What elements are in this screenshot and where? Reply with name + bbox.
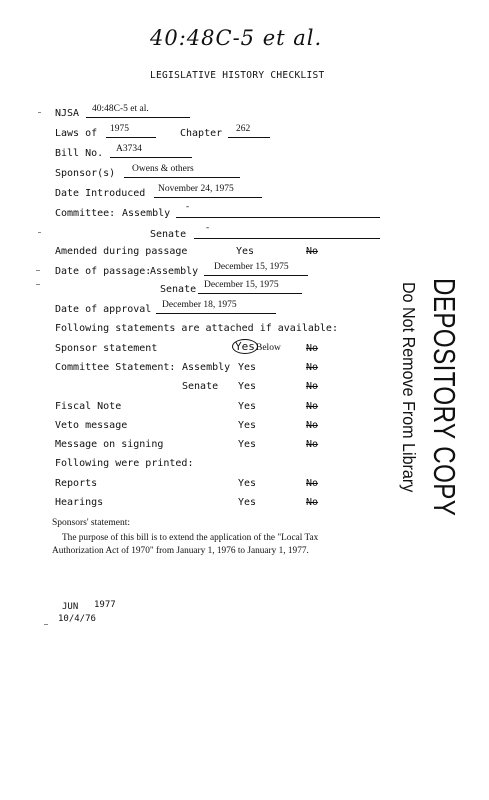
fiscal-note-yes: Yes	[238, 401, 257, 412]
date-of-passage-label: Date of passage:	[55, 266, 152, 277]
njsa-value: 40:48C-5 et al.	[92, 104, 149, 114]
committee-assembly-no: No	[306, 362, 319, 373]
committee-assembly-underline	[176, 206, 380, 218]
sponsor-statement-note: Below	[256, 343, 281, 353]
handwritten-header: 40:48C-5 et al.	[150, 26, 323, 50]
amended-label: Amended during passage	[55, 246, 188, 257]
sponsor-statement-label: Sponsor statement	[55, 343, 158, 354]
veto-message-yes: Yes	[238, 420, 257, 431]
scan-mark	[38, 232, 41, 233]
committee-senate-value: -	[206, 223, 210, 233]
passage-senate-value: December 15, 1975	[204, 280, 279, 290]
committee-statement-label: Committee Statement:	[55, 362, 176, 373]
committee-senate-label: Senate	[150, 229, 187, 240]
date-introduced-value: November 24, 1975	[158, 184, 234, 194]
passage-assembly-value: December 15, 1975	[214, 262, 289, 272]
committee-statement-assembly-label: Assembly	[182, 362, 231, 373]
message-on-signing-no: No	[306, 439, 319, 450]
scan-mark	[38, 112, 41, 113]
message-on-signing-yes: Yes	[238, 439, 257, 450]
veto-message-no: No	[306, 420, 319, 431]
njsa-label: NJSA	[55, 108, 80, 119]
fiscal-note-no: No	[306, 401, 319, 412]
sponsor-statement-yes: Yes	[232, 339, 258, 354]
date-introduced-label: Date Introduced	[55, 188, 146, 199]
committee-label: Committee:	[55, 208, 116, 219]
committee-assembly-yes: Yes	[238, 362, 257, 373]
scan-mark	[36, 270, 40, 271]
footer-date: 10/4/76	[58, 614, 96, 624]
chapter-label: Chapter	[180, 128, 223, 139]
sponsor-statement-no: No	[306, 343, 319, 354]
laws-of-label: Laws of	[55, 128, 98, 139]
sponsors-statement-line-1: The purpose of this bill is to extend the application of the "Local Tax	[62, 533, 319, 543]
amended-no: No	[306, 246, 319, 257]
committee-assembly-value: -	[186, 202, 190, 212]
depository-stamp-line-1: DEPOSITORY COPY	[427, 278, 462, 517]
committee-senate-underline	[194, 227, 380, 239]
page-title: LEGISLATIVE HISTORY CHECKLIST	[150, 70, 325, 81]
scan-mark	[36, 284, 40, 285]
laws-of-value: 1975	[110, 124, 129, 134]
depository-stamp-line-2: Do Not Remove From Library	[399, 282, 419, 493]
footer-year: 1977	[94, 600, 116, 610]
hearings-yes: Yes	[238, 497, 257, 508]
reports-no: No	[306, 478, 319, 489]
veto-message-label: Veto message	[55, 420, 128, 431]
date-of-approval-value: December 18, 1975	[162, 300, 237, 310]
sponsors-statement-heading: Sponsors' statement:	[52, 518, 130, 528]
bill-value: A3734	[116, 144, 142, 154]
chapter-value: 262	[236, 124, 251, 134]
scan-mark	[44, 624, 48, 625]
reports-label: Reports	[55, 478, 98, 489]
printed-heading: Following were printed:	[55, 458, 194, 469]
reports-yes: Yes	[238, 478, 257, 489]
hearings-no: No	[306, 497, 319, 508]
footer-month: JUN	[62, 602, 79, 612]
hearings-label: Hearings	[55, 497, 104, 508]
passage-senate-label: Senate	[160, 284, 197, 295]
committee-senate-no: No	[306, 381, 319, 392]
message-on-signing-label: Message on signing	[55, 439, 164, 450]
committee-statement-senate-label: Senate	[182, 381, 219, 392]
committee-senate-yes: Yes	[238, 381, 257, 392]
sponsors-statement-line-2: Authorization Act of 1970" from January 1, 1976 to January 1, 1977.	[52, 546, 309, 556]
amended-yes: Yes	[236, 246, 255, 257]
sponsor-value: Owens & others	[132, 164, 194, 174]
committee-assembly-label: Assembly	[122, 208, 171, 219]
bill-label: Bill No.	[55, 148, 104, 159]
passage-assembly-label: Assembly	[150, 266, 199, 277]
fiscal-note-label: Fiscal Note	[55, 401, 122, 412]
attached-heading: Following statements are attached if available:	[55, 323, 338, 334]
date-of-approval-label: Date of approval	[55, 304, 152, 315]
sponsor-label: Sponsor(s)	[55, 168, 116, 179]
